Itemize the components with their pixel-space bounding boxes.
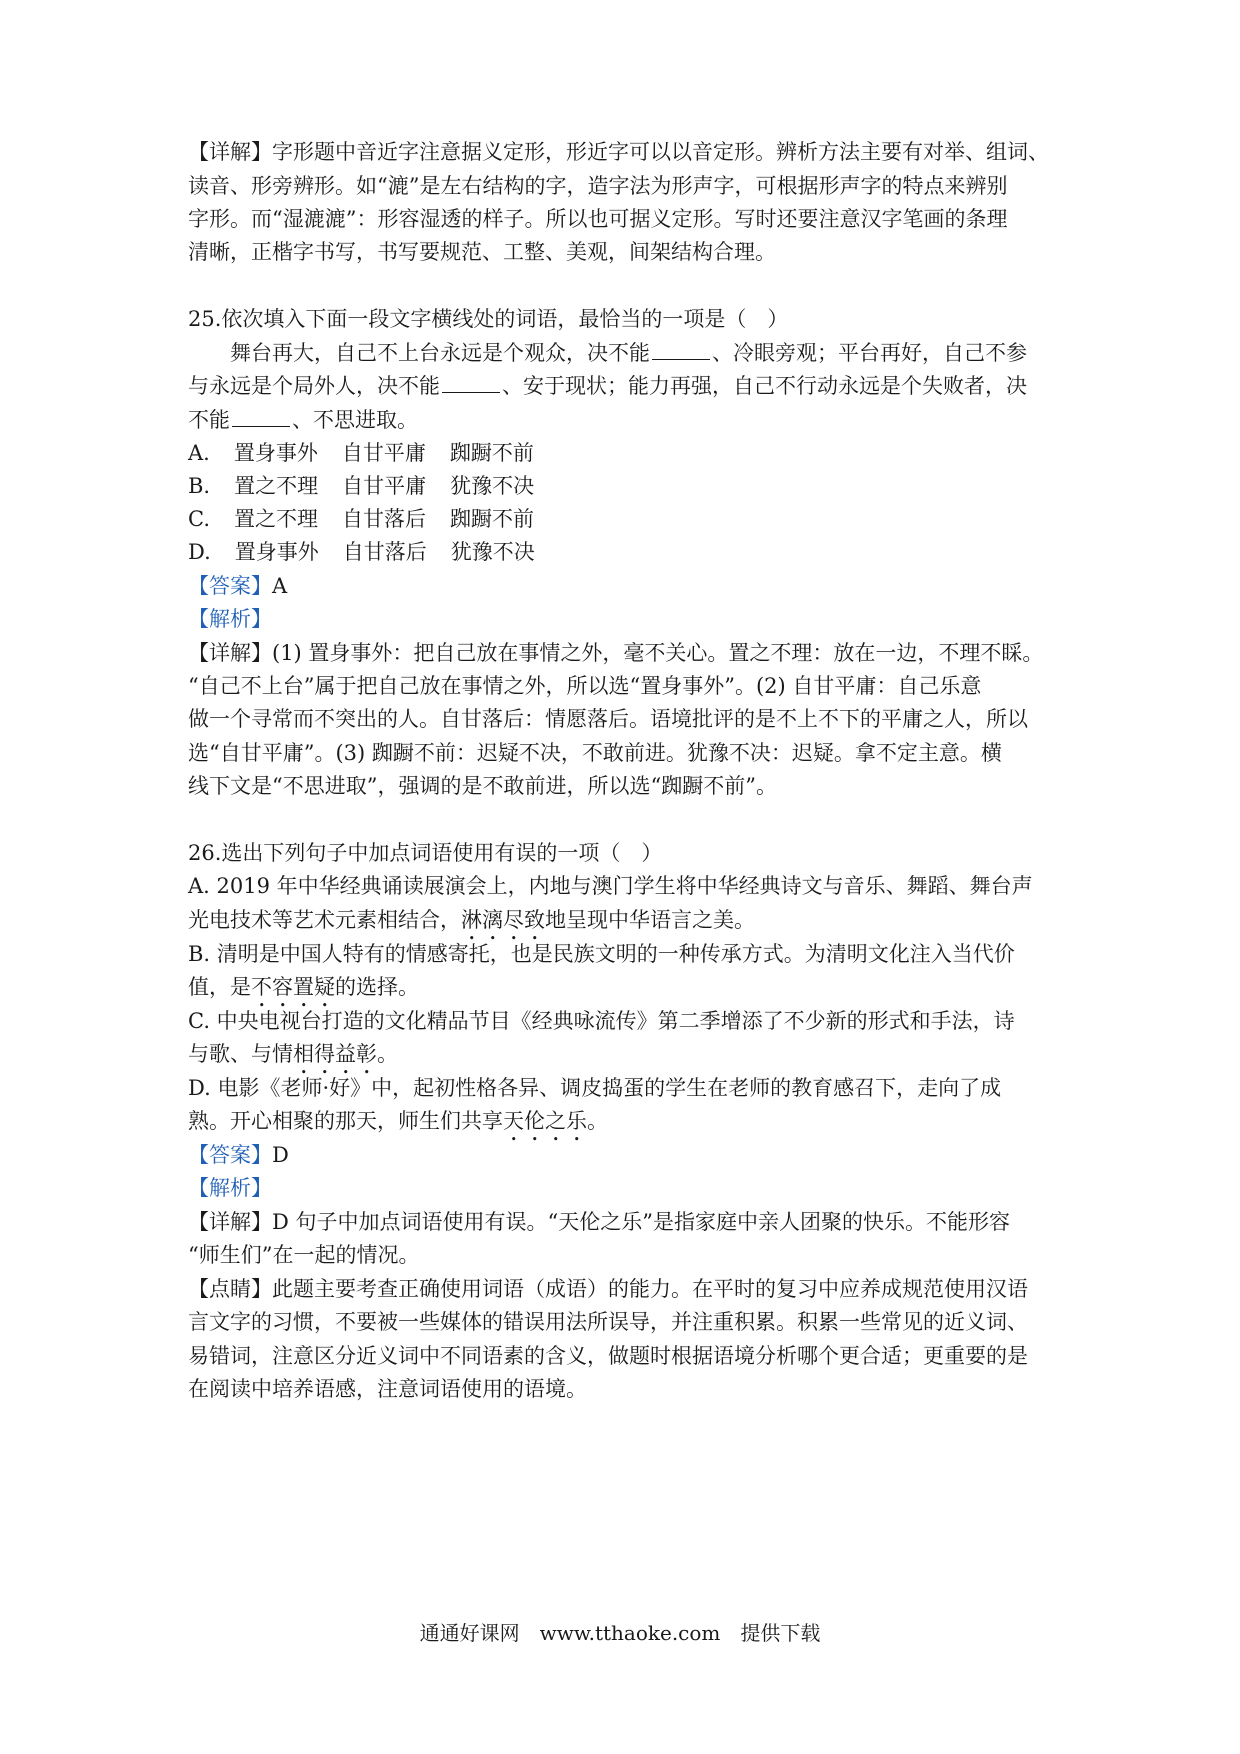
option-letter: D.	[188, 540, 211, 564]
key-point-line: 易错词，注意区分近义词中不同语素的含义，做题时根据语境分析哪个更合适；更重要的是	[188, 1344, 1028, 1368]
detail-text-line: 【详解】(1) 置身事外：把自己放在事情之外，毫不关心。置之不理：放在一边，不理不睬。	[188, 641, 1044, 665]
dotted-word: 淋漓尽致	[461, 908, 545, 932]
dotted-word: 相得益彰	[293, 1042, 377, 1066]
answer-line	[188, 1140, 1068, 1170]
answer-label: 【答案】	[188, 574, 272, 598]
question-25-passage-line	[188, 405, 1068, 435]
option-word: 犹豫不决	[450, 540, 535, 564]
fill-blank	[652, 339, 710, 360]
option-c-line: C. 中央电视台打造的文化精品节目《经典咏流传》第二季增添了不少新的形式和手法，诗	[188, 1009, 1015, 1033]
fill-blank	[232, 406, 290, 427]
answer-line	[188, 571, 1068, 601]
option-letter: C.	[188, 507, 210, 531]
option-text: 。	[377, 1042, 398, 1066]
detail-text-line: 线下文是“不思进取”，强调的是不敢前进，所以选“踟蹰不前”。	[188, 774, 777, 798]
question-26-stem: 26.选出下列句子中加点词语使用有误的一项（ ）	[188, 841, 663, 865]
option-letter: A.	[188, 441, 210, 465]
option-text: 地呈现中华语言之美。	[545, 908, 755, 932]
option-text: 。	[587, 1109, 608, 1133]
option-c	[188, 504, 1068, 534]
detail-text-line: 字形。而“湿漉漉”：形容湿透的样子。所以也可据义定形。写时还要注意汉字笔画的条理	[188, 207, 1008, 231]
option-letter: B.	[188, 474, 211, 498]
option-text: 与歌、与情	[188, 1042, 293, 1066]
option-a-line: A. 2019 年中华经典诵读展演会上，内地与澳门学生将中华经典诗文与音乐、舞蹈、舞台声	[188, 874, 1033, 898]
detail-text-line: “自己不上台”属于把自己放在事情之外，所以选“置身事外”。(2) 自甘平庸：自己乐意	[188, 674, 982, 698]
passage-text: 与永远是个局外人，决不能	[188, 374, 440, 398]
passage-text: 不能	[188, 408, 230, 432]
dotted-word: 天伦之乐	[503, 1109, 587, 1133]
option-word: 自甘平庸	[342, 474, 427, 498]
option-word: 置身事外	[233, 441, 318, 465]
detail-text-line: 【详解】字形题中音近字注意据义定形，形近字可以以音定形。辨析方法主要有对举、组词、	[188, 140, 1049, 164]
option-word: 置身事外	[234, 540, 319, 564]
answer-value: A	[272, 574, 288, 598]
answer-label: 【答案】	[188, 1143, 272, 1167]
detail-text-line: “师生们”在一起的情况。	[188, 1243, 420, 1267]
question-25-passage-line	[230, 338, 1068, 368]
detail-text-line: 【详解】D 句子中加点词语使用有误。“天伦之乐”是指家庭中亲人团聚的快乐。不能形容	[188, 1210, 1010, 1234]
option-a	[188, 438, 1068, 468]
option-word: 踟蹰不前	[449, 441, 534, 465]
option-b-line: B. 清明是中国人特有的情感寄托，也是民族文明的一种传承方式。为清明文化注入当代价	[188, 942, 1015, 966]
passage-text: 舞台再大，自己不上台永远是个观众，决不能	[230, 341, 650, 365]
option-word: 自甘平庸	[341, 441, 426, 465]
key-point-line: 在阅读中培养语感，注意词语使用的语境。	[188, 1377, 587, 1401]
option-d-line: D. 电影《老师·好》中，起初性格各异、调皮捣蛋的学生在老师的教育感召下，走向了成	[188, 1076, 1002, 1100]
question-25-passage-line	[188, 371, 1068, 401]
key-point-line: 言文字的习惯，不要被一些媒体的错误用法所误导，并注重积累。积累一些常见的近义词、	[188, 1310, 1028, 1334]
answer-value: D	[272, 1143, 289, 1167]
option-word: 自甘落后	[342, 507, 426, 531]
passage-text: 、不思进取。	[292, 408, 418, 432]
option-text: 的选择。	[335, 975, 419, 999]
option-d	[188, 537, 1068, 567]
key-point-line: 【点睛】此题主要考查正确使用词语（成语）的能力。在平时的复习中应养成规范使用汉语	[188, 1277, 1028, 1301]
question-25-stem: 25.依次填入下面一段文字横线处的词语，最恰当的一项是（ ）	[188, 307, 789, 331]
option-text: 光电技术等艺术元素相结合，	[188, 908, 461, 932]
option-word: 置之不理	[234, 507, 318, 531]
passage-text: 、安于现状；能力再强，自己不行动永远是个失败者，决	[502, 374, 1027, 398]
detail-text-line: 做一个寻常而不突出的人。自甘落后：情愿落后。语境批评的是不上不下的平庸之人，所以	[188, 707, 1028, 731]
analysis-label: 【解析】	[188, 1176, 272, 1200]
option-word: 自甘落后	[342, 540, 427, 564]
option-text: 熟。开心相聚的那天，师生们共享	[188, 1109, 503, 1133]
detail-text-line: 选“自甘平庸”。(3) 踟蹰不前：迟疑不决，不敢前进。犹豫不决：迟疑。拿不定主意。横	[188, 741, 1002, 765]
analysis-label: 【解析】	[188, 607, 272, 631]
option-word: 犹豫不决	[450, 474, 535, 498]
option-word: 踟蹰不前	[450, 507, 534, 531]
passage-text: 、冷眼旁观；平台再好，自己不参	[712, 341, 1027, 365]
detail-text-line: 清晰，正楷字书写，书写要规范、工整、美观，间架结构合理。	[188, 240, 776, 264]
fill-blank	[442, 372, 500, 393]
option-b	[188, 471, 1068, 501]
option-text: 值，是	[188, 975, 251, 999]
page-footer: 通通好课网 www.tthaoke.com 提供下载	[419, 1621, 821, 1645]
detail-text-line: 读音、形旁辨形。如“漉”是左右结构的字，造字法为形声字，可根据形声字的特点来辨别	[188, 174, 1008, 198]
dotted-word: 不容置疑	[251, 975, 335, 999]
option-word: 置之不理	[234, 474, 319, 498]
